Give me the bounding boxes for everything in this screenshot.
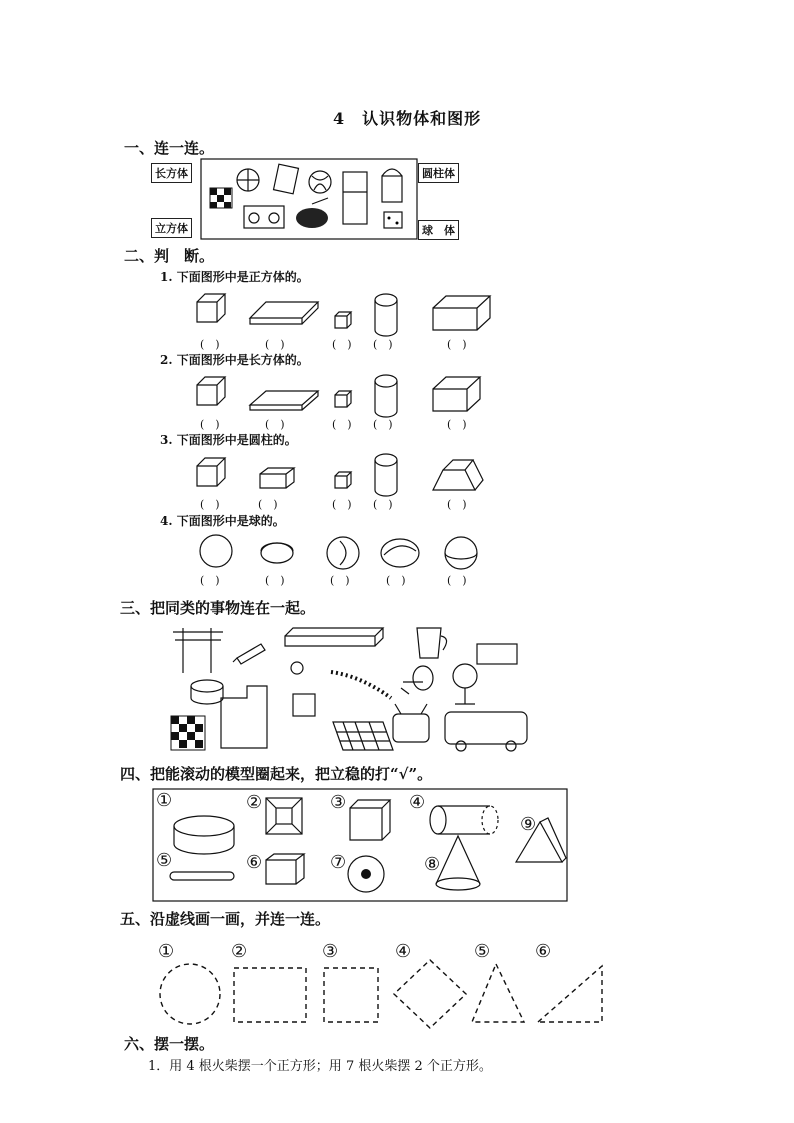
bucket-icon xyxy=(382,176,402,202)
box-icon xyxy=(285,628,383,646)
utility-pole-icon xyxy=(173,628,223,673)
tv-icon xyxy=(393,714,429,742)
model-number-9: ⑨ xyxy=(520,814,537,835)
paren-1-1[interactable]: ( ) xyxy=(200,338,220,351)
scroll-icon xyxy=(274,164,299,194)
dashed-number-1: ① xyxy=(158,941,175,962)
paren-2-1[interactable]: ( ) xyxy=(200,418,220,431)
building-icon xyxy=(221,686,267,748)
paren-4-4[interactable]: ( ) xyxy=(386,574,406,587)
label-cylinder: 圆柱体 xyxy=(418,163,459,183)
paren-3-4[interactable]: ( ) xyxy=(373,498,393,511)
paren-1-2[interactable]: ( ) xyxy=(265,338,285,351)
model-number-3: ③ xyxy=(330,792,347,813)
objects-collage xyxy=(165,618,535,758)
package-icon xyxy=(477,644,517,664)
pot-icon xyxy=(296,208,328,228)
section-1-heading: 一、连一连。 xyxy=(124,139,215,157)
shapes-row-4 xyxy=(180,533,500,573)
section-6-item-1: 1．用 4 根火柴摆一个正方形；用 7 根火柴摆 2 个正方形。 xyxy=(148,1059,492,1074)
question-4: 4. 下面图形中是球的。 xyxy=(160,514,285,528)
section-2-heading: 二、判 断。 xyxy=(124,247,215,265)
paren-2-4[interactable]: ( ) xyxy=(373,418,393,431)
section-6-heading: 六、摆一摆。 xyxy=(124,1035,215,1053)
dice-icon xyxy=(293,694,315,716)
paren-3-2[interactable]: ( ) xyxy=(258,498,278,511)
paren-2-5[interactable]: ( ) xyxy=(447,418,467,431)
dashed-number-4: ④ xyxy=(395,941,412,962)
models-box xyxy=(152,788,568,902)
fridge-icon xyxy=(343,172,367,224)
rubik-cube-icon xyxy=(171,716,205,750)
model-number-6: ⑥ xyxy=(246,852,263,873)
paren-1-4[interactable]: ( ) xyxy=(373,338,393,351)
model-number-4: ④ xyxy=(409,792,426,813)
section-4-heading: 四、把能滚动的模型圈起来，把立稳的打“√”。 xyxy=(120,765,433,783)
paren-3-5[interactable]: ( ) xyxy=(447,498,467,511)
dashed-number-5: ⑤ xyxy=(474,941,491,962)
model-number-5: ⑤ xyxy=(156,850,173,871)
question-2: 2. 下面图形中是长方体的。 xyxy=(160,353,309,367)
volleyball-icon xyxy=(309,171,331,193)
dashed-number-3: ③ xyxy=(322,941,339,962)
section-5-heading: 五、沿虚线画一画，并连一连。 xyxy=(120,910,331,928)
tissue-roll-icon xyxy=(413,666,433,690)
paren-2-2[interactable]: ( ) xyxy=(265,418,285,431)
dice-icon xyxy=(384,212,402,228)
paren-2-3[interactable]: ( ) xyxy=(332,418,352,431)
model-number-2: ② xyxy=(246,792,263,813)
paren-1-3[interactable]: ( ) xyxy=(332,338,352,351)
paren-4-3[interactable]: ( ) xyxy=(330,574,350,587)
label-cuboid: 长方体 xyxy=(151,163,192,183)
label-cube: 立方体 xyxy=(151,218,192,238)
radio-icon xyxy=(244,206,284,228)
question-3: 3. 下面图形中是圆柱的。 xyxy=(160,433,297,447)
section-3-heading: 三、把同类的事物连在一起。 xyxy=(120,599,316,617)
pencil-icon xyxy=(233,644,265,664)
paren-3-3[interactable]: ( ) xyxy=(332,498,352,511)
dashed-shapes xyxy=(150,960,610,1030)
paren-1-5[interactable]: ( ) xyxy=(447,338,467,351)
globe-icon xyxy=(453,664,477,688)
bus-icon xyxy=(445,712,527,744)
objects-picture xyxy=(200,158,418,240)
necklace-icon xyxy=(331,672,391,698)
coin-icon xyxy=(291,662,303,674)
dashed-number-2: ② xyxy=(231,941,248,962)
rubik-cube-icon xyxy=(210,188,232,208)
dashed-number-6: ⑥ xyxy=(535,941,552,962)
drum-icon xyxy=(191,680,223,692)
model-number-7: ⑦ xyxy=(330,852,347,873)
label-sphere: 球 体 xyxy=(418,220,459,240)
question-1: 1. 下面图形中是正方体的。 xyxy=(160,270,309,284)
cup-icon xyxy=(417,628,447,658)
page-title: 4 认识物体和图形 xyxy=(333,109,482,128)
paren-4-2[interactable]: ( ) xyxy=(265,574,285,587)
paren-3-1[interactable]: ( ) xyxy=(200,498,220,511)
paren-4-5[interactable]: ( ) xyxy=(447,574,467,587)
map-icon xyxy=(333,722,393,750)
model-number-1: ① xyxy=(156,790,173,811)
paren-4-1[interactable]: ( ) xyxy=(200,574,220,587)
model-number-8: ⑧ xyxy=(424,854,441,875)
